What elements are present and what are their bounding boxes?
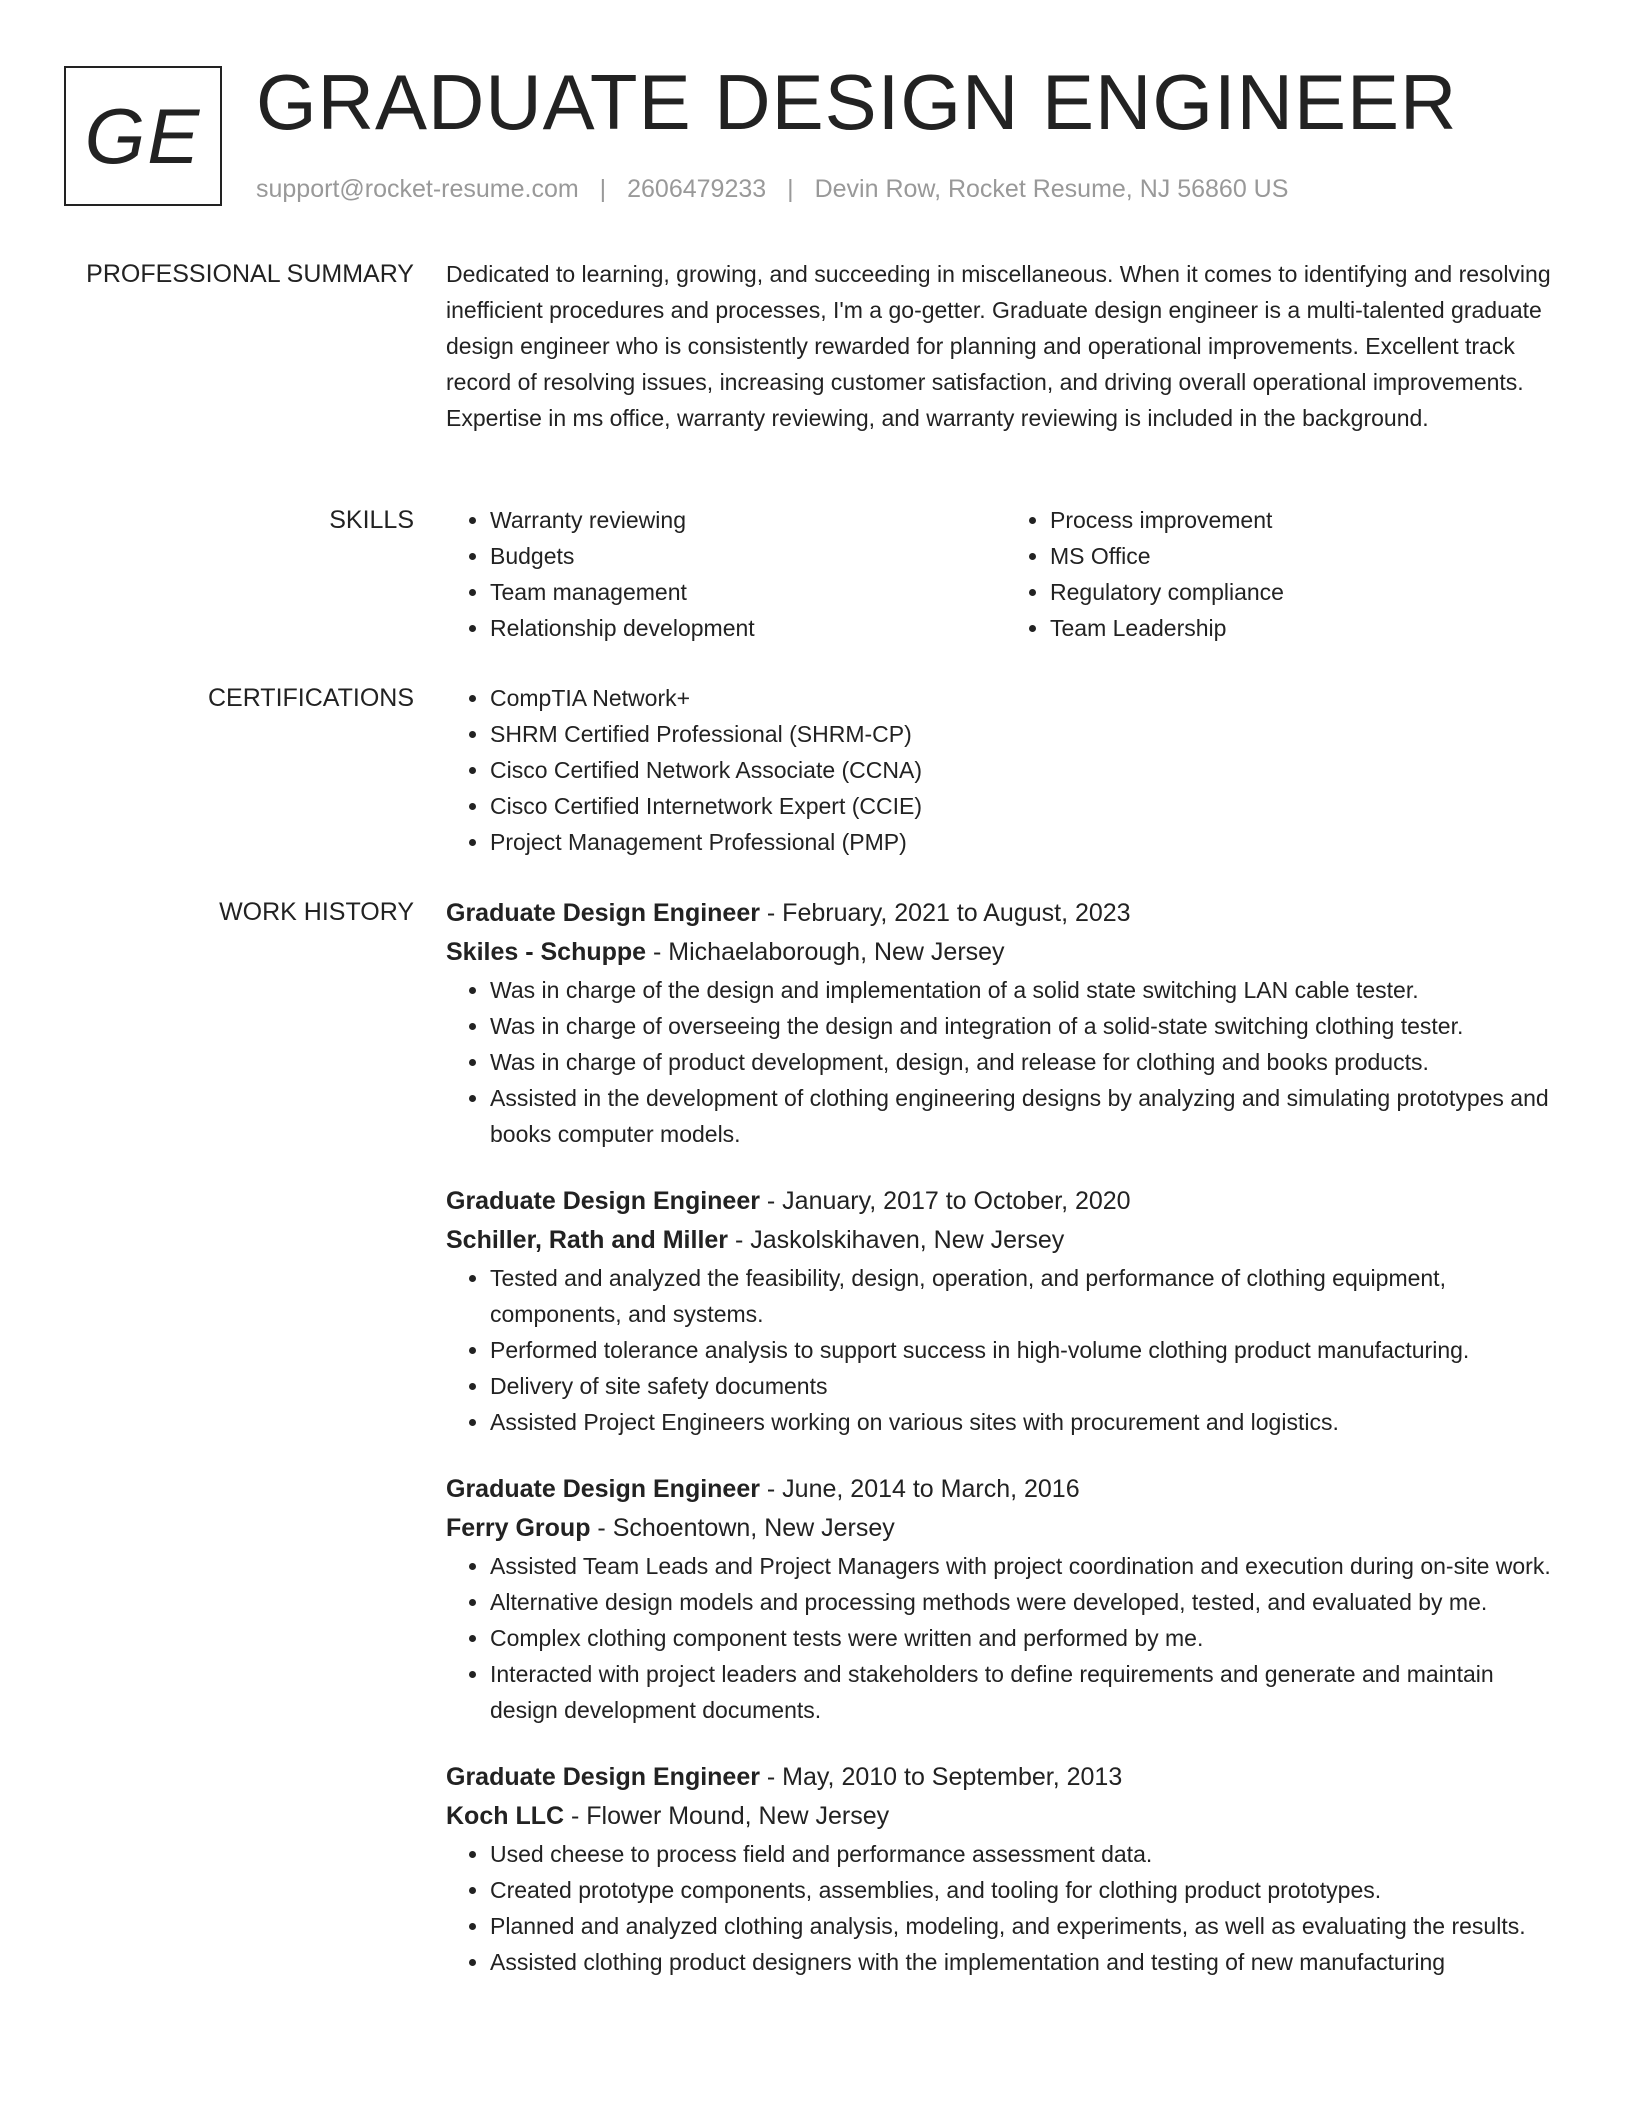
contact-line — [256, 174, 1288, 204]
job-location: - Flower Mound, New Jersey — [564, 1802, 890, 1830]
job-duty-item: • Used cheese to process field and performance assessment data. — [490, 1836, 1566, 1872]
job-duty-item: • Delivery of site safety documents — [490, 1368, 1566, 1404]
job-duty-item: • Created prototype components, assemblies, and tooling for clothing product prototypes. — [490, 1872, 1566, 1908]
job-dates: - February, 2021 to August, 2023 — [759, 899, 1131, 927]
job-title-line — [446, 894, 1566, 933]
job-title: Graduate Design Engineer — [446, 899, 760, 927]
job-title-line — [446, 1470, 1566, 1509]
job-dates: - January, 2017 to October, 2020 — [759, 1187, 1131, 1215]
job-company-line — [446, 1221, 1566, 1260]
job-duty-item: • Was in charge of the design and implementation of a solid state switching LAN cable tester. — [490, 972, 1566, 1008]
job-entry — [446, 1470, 1566, 1728]
job-dates: - May, 2010 to September, 2013 — [759, 1763, 1123, 1791]
job-title: Graduate Design Engineer — [446, 1187, 760, 1215]
job-entry — [446, 894, 1566, 1152]
job-title-line — [446, 1182, 1566, 1221]
job-duty-item: • Complex clothing component tests were written and performed by me. — [490, 1620, 1566, 1656]
job-company: Koch LLC — [446, 1802, 565, 1830]
certification-item: • Cisco Certified Network Associate (CCNA) — [490, 752, 1566, 788]
job-location: - Michaelaborough, New Jersey — [646, 938, 1005, 966]
contact-separator: | — [787, 175, 794, 203]
job-company: Skiles - Schuppe — [446, 938, 647, 966]
certification-item: • Project Management Professional (PMP) — [490, 824, 1566, 860]
skill-item: • Process improvement — [1050, 502, 1566, 538]
job-location: - Schoentown, New Jersey — [590, 1514, 895, 1542]
job-entry — [446, 1182, 1566, 1440]
resume-title: GRADUATE DESIGN ENGINEER — [256, 58, 1458, 146]
contact-address: Devin Row, Rocket Resume, NJ 56860 US — [814, 175, 1289, 203]
skill-item: • Budgets — [490, 538, 1006, 574]
contact-email[interactable]: support@rocket-resume.com — [256, 175, 579, 203]
job-duty-item: • Assisted clothing product designers with the implementation and testing of new manufacturing — [490, 1944, 1566, 1980]
job-company-line — [446, 933, 1566, 972]
job-duty-item: • Was in charge of product development, design, and release for clothing and books products. — [490, 1044, 1566, 1080]
job-duty-item: • Alternative design models and processing methods were developed, tested, and evaluated by me. — [490, 1584, 1566, 1620]
job-title-line — [446, 1758, 1566, 1797]
job-company-line — [446, 1509, 1566, 1548]
skill-item: • Regulatory compliance — [1050, 574, 1566, 610]
job-company-line — [446, 1797, 1566, 1836]
skills-heading: SKILLS — [329, 506, 414, 534]
certifications-heading: CERTIFICATIONS — [207, 684, 414, 712]
job-duty-item: • Tested and analyzed the feasibility, design, operation, and performance of clothing equipment, components, and systems. — [490, 1260, 1566, 1332]
skills-list-right — [1006, 502, 1566, 646]
monogram-logo: GE — [64, 66, 222, 206]
certification-item: • SHRM Certified Professional (SHRM-CP) — [490, 716, 1566, 752]
skill-item: • Team Leadership — [1050, 610, 1566, 646]
job-title: Graduate Design Engineer — [446, 1763, 760, 1791]
job-company: Ferry Group — [446, 1514, 591, 1542]
skill-item: • Team management — [490, 574, 1006, 610]
job-duties-list — [446, 1548, 1566, 1728]
work-history-heading: WORK HISTORY — [219, 898, 414, 926]
certification-item: • CompTIA Network+ — [490, 680, 1566, 716]
job-duty-item: • Assisted Project Engineers working on various sites with procurement and logistics. — [490, 1404, 1566, 1440]
skill-item: • Warranty reviewing — [490, 502, 1006, 538]
summary-text: Dedicated to learning, growing, and succeeding in miscellaneous. When it comes to identifying and resolving inefficient procedures and processes, I'm a go-getter. Graduate design engineer is a multi-talented graduate design engineer who is consistently rewarded for planning and operational improvements. Excellent track record of resolving issues, increasing customer satisfaction, and driving overall operational improvements. Expertise in ms office, warranty reviewing, and warranty reviewing is included in the background. — [446, 261, 1551, 431]
job-duties-list — [446, 1260, 1566, 1440]
job-duty-item: • Was in charge of overseeing the design and integration of a solid-state switching clothing tester. — [490, 1008, 1566, 1044]
summary-heading: PROFESSIONAL SUMMARY — [86, 260, 414, 288]
job-entry — [446, 1758, 1566, 1980]
job-duty-item: • Planned and analyzed clothing analysis, modeling, and experiments, as well as evaluating the results. — [490, 1908, 1566, 1944]
job-duty-item: • Assisted Team Leads and Project Managers with project coordination and execution during on-site work. — [490, 1548, 1566, 1584]
skill-item: • Relationship development — [490, 610, 1006, 646]
contact-phone[interactable]: 2606479233 — [627, 175, 767, 203]
skill-item: • MS Office — [1050, 538, 1566, 574]
job-duty-item: • Assisted in the development of clothing engineering designs by analyzing and simulating prototypes and books computer models. — [490, 1080, 1566, 1152]
job-title: Graduate Design Engineer — [446, 1475, 760, 1503]
certifications-list — [446, 680, 1566, 860]
contact-separator: | — [599, 175, 607, 203]
skills-list-left — [446, 502, 1006, 646]
job-duty-item: • Interacted with project leaders and stakeholders to define requirements and generate and maintain design development documents. — [490, 1656, 1566, 1728]
job-duties-list — [446, 1836, 1566, 1980]
job-dates: - June, 2014 to March, 2016 — [759, 1475, 1080, 1503]
job-duty-item: • Performed tolerance analysis to support success in high-volume clothing product manufacturing. — [490, 1332, 1566, 1368]
certification-item: • Cisco Certified Internetwork Expert (CCIE) — [490, 788, 1566, 824]
job-company: Schiller, Rath and Miller — [446, 1226, 729, 1254]
job-location: - Jaskolskihaven, New Jersey — [728, 1226, 1065, 1254]
job-duties-list — [446, 972, 1566, 1152]
